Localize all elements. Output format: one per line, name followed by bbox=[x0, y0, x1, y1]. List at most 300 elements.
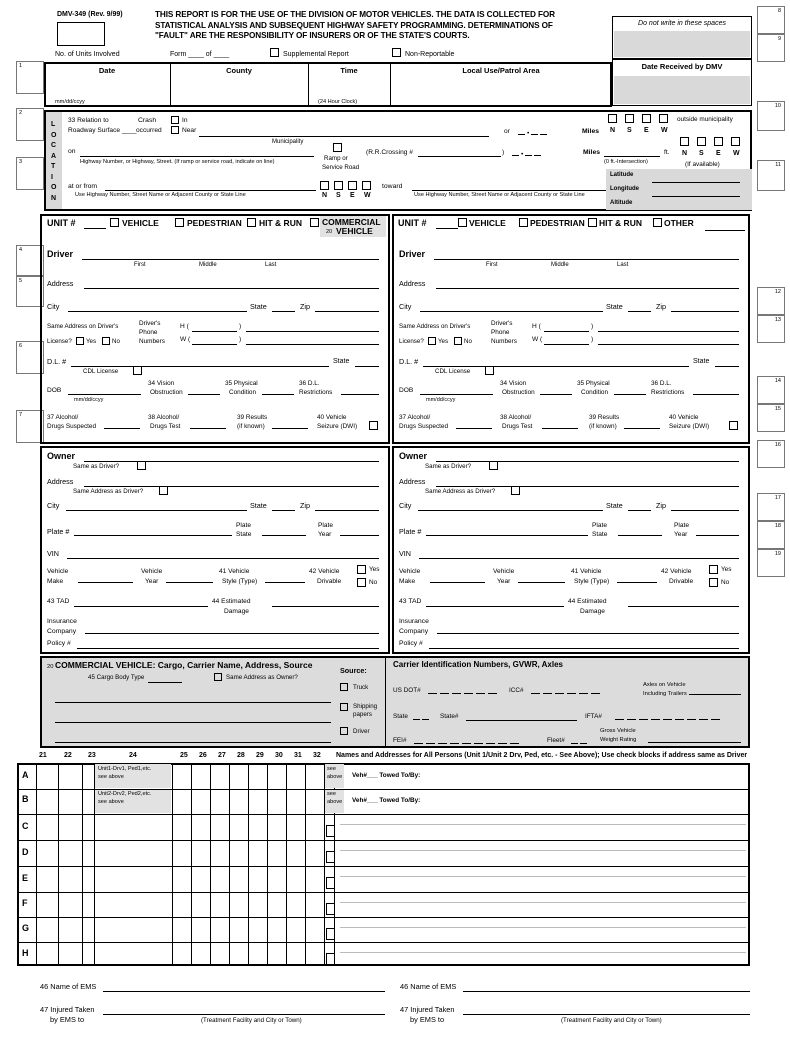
driver-right-middle-label: Middle bbox=[551, 262, 569, 268]
owner-right-f44-line[interactable] bbox=[628, 606, 739, 607]
unit-left-commercial-label-2: VEHICLE bbox=[336, 226, 373, 236]
form-id-label: DMV-349 (Rev. 9/99) bbox=[57, 11, 123, 18]
owner-right-f42-label-2: Drivable bbox=[669, 578, 694, 585]
driver-right-home-phone-line[interactable] bbox=[598, 331, 739, 332]
driver-left-name-line[interactable] bbox=[82, 259, 379, 260]
owner-left-f44-line[interactable] bbox=[272, 606, 379, 607]
owner-right-plate-state-line[interactable] bbox=[618, 535, 662, 536]
ems-left-injured-label-1: 47 Injured Taken bbox=[40, 1005, 95, 1014]
altitude-label: Altitude bbox=[610, 200, 633, 206]
ft-label: ft. bbox=[664, 149, 670, 156]
driver-right-f36-line[interactable] bbox=[693, 394, 739, 395]
driver-left-f36-label-2: Restrictions bbox=[299, 389, 333, 396]
owner-left-vin-label: VIN bbox=[47, 549, 59, 558]
ems-right-name-line[interactable] bbox=[463, 991, 750, 992]
driver-left-f40-label-1: 40 Vehicle bbox=[317, 414, 347, 421]
col-num-26: 26 bbox=[199, 752, 207, 759]
driver-left-f37-label-1: 37 Alcohol/ bbox=[47, 414, 79, 421]
date-format-note: mm/dd/ccyy bbox=[55, 99, 85, 105]
fei-dashes[interactable] bbox=[414, 737, 522, 746]
pt-c-name-line[interactable] bbox=[340, 824, 746, 825]
fleet-dashes[interactable] bbox=[571, 737, 589, 746]
pt-e-name-line[interactable] bbox=[340, 876, 746, 877]
source-shipping-checkbox[interactable] bbox=[340, 703, 348, 711]
driver-left-dl-state-line[interactable] bbox=[355, 366, 379, 367]
pt-divider-21 bbox=[58, 763, 59, 966]
owner-right-year-line[interactable] bbox=[518, 582, 565, 583]
from-direction-s-checkbox[interactable] bbox=[334, 181, 343, 190]
driver-left-same-addr-yes-checkbox[interactable] bbox=[76, 337, 84, 345]
owner-right-year-label-1: Vehicle bbox=[493, 568, 515, 575]
owner-right-make-label-1: Vehicle bbox=[399, 568, 421, 575]
owner-left-same-driver-label: Same as Driver? bbox=[73, 463, 120, 470]
owner-left-make-line[interactable] bbox=[78, 582, 133, 583]
driver-left-f36-line[interactable] bbox=[341, 394, 379, 395]
margin-box-right-14: 14 bbox=[757, 376, 785, 404]
direction-s-checkbox-row2[interactable] bbox=[697, 137, 706, 146]
driver-left-f37-line[interactable] bbox=[104, 428, 140, 429]
rr-crossing-close: ) bbox=[502, 149, 505, 156]
driver-right-dl-label: D.L. # bbox=[399, 357, 419, 366]
rr-crossing-input-line[interactable] bbox=[418, 156, 501, 157]
unit-left-vehicle-checkbox[interactable] bbox=[110, 218, 119, 227]
ems-left-facility-note: (Treatment Facility and City or Town) bbox=[201, 1017, 302, 1024]
driver-right-f40-checkbox[interactable] bbox=[729, 421, 738, 430]
crash-in-checkbox[interactable] bbox=[171, 116, 179, 124]
pt-b-col32-line1: see bbox=[327, 791, 337, 797]
ramp-service-road-checkbox[interactable] bbox=[333, 143, 342, 152]
source-truck-label: Truck bbox=[353, 684, 369, 691]
driver-right-phone-label-2: Phone bbox=[491, 329, 510, 336]
feet-input-line[interactable] bbox=[604, 156, 660, 157]
pt-divider-31 bbox=[305, 763, 306, 966]
pt-g-name-line[interactable] bbox=[340, 927, 746, 928]
driver-right-f34-label-1: 34 Vision bbox=[500, 380, 527, 387]
same-address-owner-checkbox[interactable] bbox=[214, 673, 222, 681]
owner-right-plate-year-label-2: Year bbox=[674, 531, 688, 538]
crash-near-checkbox[interactable] bbox=[171, 126, 179, 134]
driver-right-label: Driver bbox=[399, 249, 426, 259]
miles2-dash-3[interactable] bbox=[534, 149, 541, 156]
owner-right-policy-line[interactable] bbox=[429, 648, 739, 649]
ems-left-name-label: 46 Name of EMS bbox=[40, 982, 97, 991]
cargo-body-type-label: 45 Cargo Body Type bbox=[88, 674, 145, 681]
pt-h-name-line[interactable] bbox=[340, 952, 746, 953]
pt-divider-25 bbox=[191, 763, 192, 966]
unit-left-number-line[interactable] bbox=[84, 228, 106, 229]
margin-box-right-15: 15 bbox=[757, 404, 785, 432]
owner-right-panel bbox=[392, 446, 750, 654]
from-direction-n-checkbox[interactable] bbox=[320, 181, 329, 190]
owner-right-f41-label-2: Style (Type) bbox=[574, 578, 610, 585]
unit-right-vehicle-label: VEHICLE bbox=[469, 218, 506, 228]
owner-right-same-addr-checkbox[interactable] bbox=[511, 486, 520, 495]
driver-right-name-line[interactable] bbox=[434, 259, 739, 260]
pt-row-letter-b: B bbox=[22, 794, 29, 804]
owner-right-state-label: State bbox=[606, 501, 623, 510]
driver-left-f38-line[interactable] bbox=[190, 428, 226, 429]
commercial-section-title: COMMERCIAL VEHICLE: Cargo, Carrier Name, Address, Source bbox=[55, 660, 313, 670]
driver-left-work-phone-line[interactable] bbox=[246, 344, 379, 345]
driver-left-same-addr-yes-label: Yes bbox=[86, 338, 97, 345]
driver-left-dl-line[interactable] bbox=[71, 366, 329, 367]
driver-left-address-line[interactable] bbox=[84, 288, 379, 289]
form-of-label: Form ____ of ____ bbox=[170, 51, 230, 58]
driver-right-f35-label-1: 35 Physical bbox=[577, 380, 610, 387]
driver-left-state-line[interactable] bbox=[272, 311, 295, 312]
driver-right-zip-line[interactable] bbox=[671, 311, 739, 312]
owner-right-label: Owner bbox=[399, 451, 428, 461]
toward-note: Use Highway Number, Street Name or Adjacent County or State Line bbox=[414, 192, 585, 198]
driver-right-f37-line[interactable] bbox=[456, 428, 492, 429]
owner-right-make-label-2: Make bbox=[399, 578, 416, 585]
miles2-dash-2[interactable] bbox=[525, 149, 532, 156]
owner-right-insurance-line[interactable] bbox=[437, 633, 739, 634]
at-or-from-input-line[interactable] bbox=[105, 190, 316, 191]
cargo-body-type-line[interactable] bbox=[148, 682, 182, 683]
driver-left-f37-label-2: Drugs Suspected bbox=[47, 423, 97, 430]
unit-left-commercial-checkbox[interactable] bbox=[310, 218, 319, 227]
driver-left-city-line[interactable] bbox=[68, 311, 247, 312]
supplemental-report-label: Supplemental Report bbox=[283, 51, 349, 58]
direction-e-label-row2: E bbox=[716, 150, 721, 157]
owner-right-plate-year-line[interactable] bbox=[696, 535, 739, 536]
unit-right-number-line[interactable] bbox=[436, 228, 458, 229]
driver-right-work-phone-open: W ( bbox=[532, 336, 543, 343]
gvwr-input-line[interactable] bbox=[648, 742, 741, 743]
pt-f-check-block[interactable] bbox=[326, 903, 335, 915]
pt-a-col24-line2: see above bbox=[98, 774, 124, 780]
driver-right-state-line[interactable] bbox=[628, 311, 651, 312]
unit-right-pedestrian-checkbox[interactable] bbox=[519, 218, 528, 227]
driver-left-f34-line[interactable] bbox=[188, 394, 220, 395]
owner-right-f44-label-1: 44 Estimated bbox=[568, 598, 607, 605]
driver-right-f37-label-1: 37 Alcohol/ bbox=[399, 414, 431, 421]
pt-divider-26 bbox=[210, 763, 211, 966]
from-direction-e-checkbox[interactable] bbox=[348, 181, 357, 190]
driver-left-dob-line[interactable] bbox=[68, 394, 141, 395]
location-sidebar-label: L O C A T I O N bbox=[51, 121, 57, 202]
source-truck-checkbox[interactable] bbox=[340, 683, 348, 691]
owner-right-f41-line[interactable] bbox=[617, 582, 657, 583]
owner-left-f43-label: 43 TAD bbox=[47, 598, 70, 605]
pt-d-name-line[interactable] bbox=[340, 850, 746, 851]
owner-left-f43-line[interactable] bbox=[74, 606, 208, 607]
unit-right-hitrun-label: HIT & RUN bbox=[599, 218, 642, 228]
us-dot-dashes[interactable] bbox=[428, 687, 500, 696]
unit-right-label: UNIT # bbox=[398, 218, 427, 228]
unit-right-other-label: OTHER bbox=[664, 218, 694, 228]
margin-box-right-9: 9 bbox=[757, 34, 785, 62]
owner-right-same-driver-checkbox[interactable] bbox=[489, 461, 498, 470]
owner-right-address-label: Address bbox=[399, 477, 426, 486]
driver-left-zip-line[interactable] bbox=[315, 311, 379, 312]
col-county-header: County bbox=[226, 66, 252, 75]
notice-line-2: STATISTICAL ANALYSIS AND SUBSEQUENT HIGHWAY SAFETY PROGRAMMING. DETERMINATIONS OF bbox=[155, 20, 553, 30]
pt-c-check-block[interactable] bbox=[326, 825, 335, 837]
ems-right-facility-note: (Treatment Facility and City or Town) bbox=[561, 1017, 662, 1024]
owner-right-plate-state-label-1: Plate bbox=[592, 522, 608, 529]
owner-left-year-line[interactable] bbox=[166, 582, 213, 583]
ems-left-injured-line[interactable] bbox=[103, 1014, 385, 1015]
from-direction-s-label: S bbox=[336, 192, 341, 199]
driver-left-f39-label-1: 39 Results bbox=[237, 414, 268, 421]
col-num-24: 24 bbox=[129, 752, 137, 759]
driver-left-address-label: Address bbox=[47, 279, 74, 288]
state-num-line[interactable] bbox=[466, 720, 577, 721]
units-involved-box[interactable] bbox=[57, 22, 105, 46]
axles-label-1: Axles on Vehicle bbox=[643, 682, 686, 688]
miles-decimal-row1: • bbox=[518, 128, 549, 137]
owner-right-insurance-label-2: Company bbox=[399, 628, 429, 635]
owner-left-drivable-yes-label: Yes bbox=[369, 566, 380, 573]
miles2-dash-1[interactable] bbox=[512, 149, 519, 156]
direction-e-checkbox-row2[interactable] bbox=[714, 137, 723, 146]
unit-left-label: UNIT # bbox=[47, 218, 76, 228]
driver-left-f39-line[interactable] bbox=[272, 428, 308, 429]
owner-left-drivable-no-checkbox[interactable] bbox=[357, 578, 366, 587]
owner-right-plate-line[interactable] bbox=[426, 535, 588, 536]
owner-right-state-line[interactable] bbox=[628, 510, 651, 511]
pt-row-sep-g bbox=[17, 942, 750, 943]
owner-left-f41-label-2: Style (Type) bbox=[222, 578, 258, 585]
miles-dash-2[interactable] bbox=[531, 128, 538, 135]
driver-right-city-line[interactable] bbox=[420, 311, 603, 312]
driver-left-f40-checkbox[interactable] bbox=[369, 421, 378, 430]
driver-left-f39-label-2: (if known) bbox=[237, 423, 265, 430]
owner-left-plate-state-line[interactable] bbox=[262, 535, 306, 536]
notice-line-3: "FAULT" ARE THE RESPONSIBILITY OF INSURERS OR OF THE STATE'S COURTS. bbox=[155, 31, 470, 40]
col-num-28: 28 bbox=[237, 752, 245, 759]
owner-right-vin-line[interactable] bbox=[419, 558, 739, 559]
owner-left-drivable-yes-checkbox[interactable] bbox=[357, 565, 366, 574]
owner-left-name-line[interactable] bbox=[84, 461, 379, 462]
pt-g-check-block[interactable] bbox=[326, 928, 335, 940]
driver-right-dl-state-line[interactable] bbox=[715, 366, 739, 367]
col-num-27: 27 bbox=[218, 752, 226, 759]
col-num-22: 22 bbox=[64, 752, 72, 759]
unit-left-pedestrian-checkbox[interactable] bbox=[175, 218, 184, 227]
highway-input-line[interactable] bbox=[80, 156, 314, 157]
unit-right-hitrun-checkbox[interactable] bbox=[588, 218, 597, 227]
highway-note: Highway Number, or Highway, Street. (If ramp or service road, indicate on line) bbox=[80, 159, 275, 165]
owner-right-zip-line[interactable] bbox=[671, 510, 739, 511]
miles-label-row2: Miles bbox=[583, 149, 600, 156]
crash-occurred-label-2: occurred bbox=[136, 127, 162, 134]
driver-right-same-addr-label-1: Same Address on Driver's bbox=[399, 323, 471, 330]
owner-left-drivable-no-label: No bbox=[369, 579, 378, 586]
driver-right-same-addr-label-2: License? bbox=[399, 338, 424, 345]
pt-row-letter-a: A bbox=[22, 770, 29, 780]
driver-left-phone-label-3: Numbers bbox=[139, 338, 165, 345]
margin-box-right-19: 19 bbox=[757, 549, 785, 577]
driver-right-same-addr-yes-label: Yes bbox=[438, 338, 449, 345]
commercial-address-line-1[interactable] bbox=[55, 702, 331, 703]
owner-right-plate-state-label-2: State bbox=[592, 531, 608, 538]
owner-right-plate-label: Plate # bbox=[399, 527, 422, 536]
pt-e-check-block[interactable] bbox=[326, 877, 335, 889]
owner-right-name-line[interactable] bbox=[436, 461, 739, 462]
owner-left-plate-line[interactable] bbox=[74, 535, 232, 536]
driver-left-dl-label: D.L. # bbox=[47, 357, 67, 366]
supplemental-report-checkbox[interactable] bbox=[270, 48, 279, 57]
owner-left-insurance-line[interactable] bbox=[85, 633, 379, 634]
owner-left-f44-label-2: Damage bbox=[224, 608, 249, 615]
owner-right-f44-label-2: Damage bbox=[580, 608, 605, 615]
owner-left-state-line[interactable] bbox=[272, 510, 295, 511]
driver-left-phone-label-1: Driver's bbox=[139, 320, 161, 327]
unit-left-hitrun-checkbox[interactable] bbox=[247, 218, 256, 227]
municipality-input-line[interactable] bbox=[199, 136, 489, 137]
direction-e-checkbox-row1[interactable] bbox=[642, 114, 651, 123]
direction-w-label-row2: W bbox=[733, 150, 740, 157]
unit-right-pedestrian-label: PEDESTRIAN bbox=[530, 218, 585, 228]
driver-right-f38-line[interactable] bbox=[542, 428, 578, 429]
owner-right-city-line[interactable] bbox=[418, 510, 603, 511]
from-direction-w-checkbox[interactable] bbox=[362, 181, 371, 190]
driver-left-same-addr-label-1: Same Address on Driver's bbox=[47, 323, 119, 330]
state-dashes[interactable] bbox=[413, 713, 431, 722]
unit-right-other-line[interactable] bbox=[705, 230, 745, 231]
date-received-label: Date Received by DMV bbox=[641, 62, 723, 71]
on-label: on bbox=[68, 148, 76, 155]
driver-left-work-area-line[interactable] bbox=[192, 344, 237, 345]
owner-left-same-addr-checkbox[interactable] bbox=[159, 486, 168, 495]
driver-right-same-addr-yes-checkbox[interactable] bbox=[428, 337, 436, 345]
pt-f-name-line[interactable] bbox=[340, 902, 746, 903]
owner-left-policy-line[interactable] bbox=[77, 648, 379, 649]
non-reportable-checkbox[interactable] bbox=[392, 48, 401, 57]
driver-left-state-label: State bbox=[250, 302, 267, 311]
driver-right-dl-line[interactable] bbox=[423, 366, 689, 367]
driver-right-work-phone-line[interactable] bbox=[598, 344, 739, 345]
driver-right-zip-label: Zip bbox=[656, 302, 666, 311]
pt-row-letter-f: F bbox=[22, 898, 28, 908]
direction-n-label-row2: N bbox=[682, 150, 688, 157]
ems-left-name-line[interactable] bbox=[103, 991, 385, 992]
from-direction-w-label: W bbox=[364, 192, 371, 199]
longitude-label: Longitude bbox=[610, 186, 639, 192]
owner-left-city-line[interactable] bbox=[66, 510, 247, 511]
owner-left-plate-year-line[interactable] bbox=[340, 535, 379, 536]
owner-left-f42-label-2: Drivable bbox=[317, 578, 342, 585]
driver-right-home-area-line[interactable] bbox=[544, 331, 589, 332]
driver-left-home-area-line[interactable] bbox=[192, 331, 237, 332]
owner-right-drivable-no-checkbox[interactable] bbox=[709, 578, 718, 587]
owner-left-vin-line[interactable] bbox=[67, 558, 379, 559]
driver-left-cdl-checkbox[interactable] bbox=[133, 366, 142, 375]
margin-box-right-18: 18 bbox=[757, 521, 785, 549]
ems-right-injured-label-1: 47 Injured Taken bbox=[400, 1005, 455, 1014]
direction-w-checkbox-row2[interactable] bbox=[731, 137, 740, 146]
margin-box-left-4: 4 bbox=[16, 245, 44, 276]
do-not-write-label: Do not write in these spaces bbox=[638, 20, 726, 27]
driver-right-f35-line[interactable] bbox=[614, 394, 646, 395]
driver-right-cdl-checkbox[interactable] bbox=[485, 366, 494, 375]
crash-near-label: Near bbox=[182, 127, 197, 134]
direction-n-checkbox-row1[interactable] bbox=[608, 114, 617, 123]
municipality-label: Municipality bbox=[272, 139, 304, 145]
owner-left-same-addr-label: Same Address as Driver? bbox=[73, 488, 144, 495]
driver-right-dob-line[interactable] bbox=[420, 394, 493, 395]
ems-right-injured-line[interactable] bbox=[463, 1014, 750, 1015]
pt-h-check-block[interactable] bbox=[326, 953, 335, 965]
pt-d-check-block[interactable] bbox=[326, 851, 335, 863]
driver-left-f40-label-2: Seizure (DWI) bbox=[317, 423, 358, 430]
unit-right-other-checkbox[interactable] bbox=[653, 218, 662, 227]
pt-divider-27 bbox=[229, 763, 230, 966]
latitude-input-line[interactable] bbox=[652, 182, 740, 183]
source-driver-checkbox[interactable] bbox=[340, 727, 348, 735]
commercial-section-num: 20 bbox=[47, 664, 54, 670]
owner-right-drivable-yes-checkbox[interactable] bbox=[709, 565, 718, 574]
ems-left-injured-label-2: by EMS to bbox=[50, 1015, 85, 1024]
margin-box-left-5: 5 bbox=[16, 276, 44, 307]
pt-row-sep-b bbox=[17, 814, 750, 815]
owner-right-address-line[interactable] bbox=[436, 486, 739, 487]
owner-right-f42-label-1: 42 Vehicle bbox=[661, 568, 692, 575]
ifta-dashes[interactable] bbox=[615, 713, 723, 722]
if-available-label: (If available) bbox=[685, 161, 720, 168]
direction-n-checkbox-row2[interactable] bbox=[680, 137, 689, 146]
driver-right-same-addr-no-checkbox[interactable] bbox=[454, 337, 462, 345]
owner-left-plate-year-label-1: Plate bbox=[318, 522, 334, 529]
driver-right-f39-line[interactable] bbox=[624, 428, 660, 429]
pt-divider-24 bbox=[172, 763, 173, 966]
col-local-use-header: Local Use/Patrol Area bbox=[462, 66, 540, 75]
driver-right-cdl-label: CDL License bbox=[435, 368, 471, 375]
icc-dashes[interactable] bbox=[531, 687, 603, 696]
owner-left-same-driver-checkbox[interactable] bbox=[137, 461, 146, 470]
driver-left-home-phone-open: H ( bbox=[180, 323, 189, 330]
direction-w-checkbox-row1[interactable] bbox=[659, 114, 668, 123]
miles-dash-1[interactable] bbox=[518, 128, 525, 135]
miles-dash-3[interactable] bbox=[540, 128, 547, 135]
direction-s-checkbox-row1[interactable] bbox=[625, 114, 634, 123]
commercial-address-line-2[interactable] bbox=[55, 722, 331, 723]
pt-divider-letter bbox=[36, 763, 37, 966]
driver-left-phone-label-2: Phone bbox=[139, 329, 158, 336]
axles-label-2: Including Trailers bbox=[643, 691, 687, 697]
commercial-address-line-3[interactable] bbox=[55, 742, 331, 743]
driver-right-f34-line[interactable] bbox=[540, 394, 572, 395]
toward-input-line[interactable] bbox=[412, 190, 607, 191]
pt-a-col32-line1: see bbox=[327, 766, 337, 772]
owner-left-address-line[interactable] bbox=[84, 486, 379, 487]
driver-right-address-line[interactable] bbox=[436, 288, 739, 289]
owner-left-f41-line[interactable] bbox=[265, 582, 305, 583]
driver-right-phone-label-1: Driver's bbox=[491, 320, 513, 327]
unit-right-vehicle-checkbox[interactable] bbox=[458, 218, 467, 227]
owner-left-zip-line[interactable] bbox=[315, 510, 379, 511]
longitude-input-line[interactable] bbox=[652, 196, 740, 197]
driver-left-home-phone-line[interactable] bbox=[246, 331, 379, 332]
margin-box-right-11: 11 bbox=[757, 160, 785, 191]
owner-right-f43-line[interactable] bbox=[426, 606, 564, 607]
owner-right-make-line[interactable] bbox=[430, 582, 485, 583]
driver-left-same-addr-no-checkbox[interactable] bbox=[102, 337, 110, 345]
driver-right-work-area-line[interactable] bbox=[544, 344, 589, 345]
owner-right-year-label-2: Year bbox=[497, 578, 511, 585]
driver-left-label: Driver bbox=[47, 249, 74, 259]
ems-right-name-label: 46 Name of EMS bbox=[400, 982, 457, 991]
toward-label: toward bbox=[382, 183, 403, 190]
axles-input-line[interactable] bbox=[689, 694, 741, 695]
driver-left-same-addr-label-2: License? bbox=[47, 338, 72, 345]
miles-label-row1: Miles bbox=[582, 128, 599, 135]
margin-box-right-13: 13 bbox=[757, 315, 785, 343]
driver-left-f35-line[interactable] bbox=[262, 394, 294, 395]
